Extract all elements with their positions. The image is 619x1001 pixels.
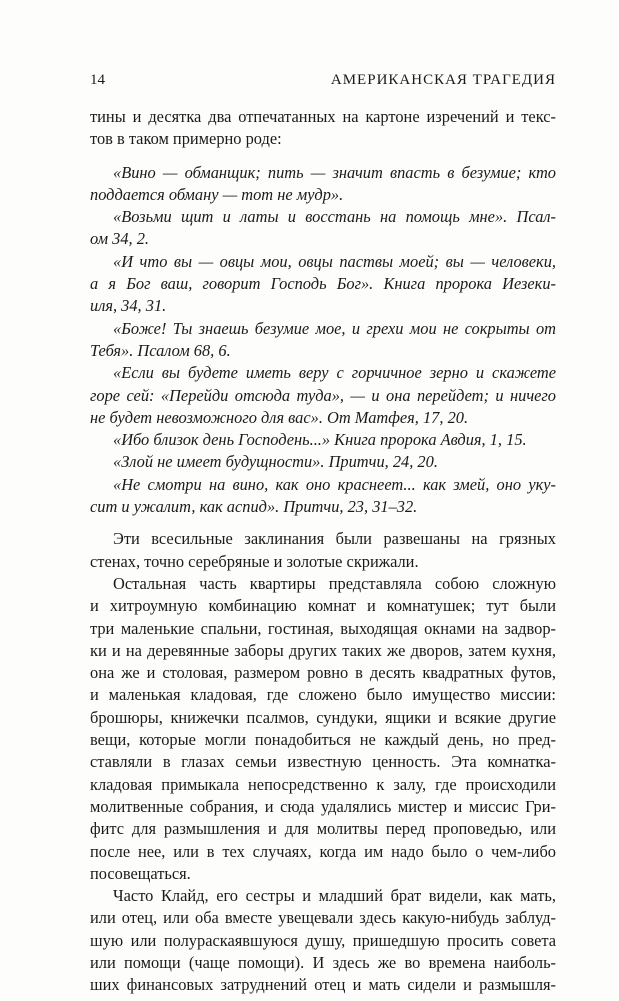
quote-block <box>90 162 556 519</box>
text-line: и маленькая кладовая, где сложено было имущество миссии: <box>90 685 556 705</box>
text-line: три маленькие спальни, гостиная, выходящая окнами на задвор- <box>90 618 556 638</box>
quote-line: ом 34, 2. <box>90 229 150 249</box>
quote-line: «Не смотри на вино, как оно краснеет... как змей, оно уку- <box>113 474 556 494</box>
text-line: и хитроумную комбинацию комнат и комнатушек; тут были <box>90 596 556 616</box>
running-header <box>90 72 556 89</box>
text-line: посовещаться. <box>90 863 191 883</box>
text-line: кладовая примыкала непосредственно к залу, где происходили <box>90 774 556 794</box>
text-line: брошюры, книжечки псалмов, сундуки, ящики и всякие другие <box>90 707 556 727</box>
text-line: Эти всесильные заклинания были развешаны на грязных <box>113 529 556 549</box>
quote-line: «Если вы будете иметь веру с горчичное зерно и скажете <box>113 363 556 383</box>
quote-line: иля, 34, 31. <box>90 296 167 316</box>
text-line: или отец, или оба вместе увещевали здесь какую-нибудь заблуд- <box>90 908 556 928</box>
quote-line: сит и ужалит, как аспид». Притчи, 23, 31–32. <box>90 497 418 517</box>
quote-line: «Вино — обманщик; пить — значит впасть в безумие; кто <box>113 162 556 182</box>
text-line: стенах, точно серебряные и золотые скрижали. <box>90 551 419 571</box>
quote-line: Тебя». Псалом 68, 6. <box>90 340 231 360</box>
text-line: ших финансовых затруднений отец и мать сидели и размышля- <box>90 975 556 995</box>
text-line: ки и на деревянные заборы других таких же дворов, затем кухня, <box>90 640 556 660</box>
text-line: фитс для размышления и для молитвы перед проповедью, или <box>90 819 556 839</box>
quote-line: «Ибо близок день Господень...» Книга пророка Авдия, 1, 15. <box>113 430 527 450</box>
text-line: Часто Клайд, его сестры и младший брат видели, как мать, <box>113 886 556 906</box>
quote-line: поддается обману — тот не мудр». <box>90 184 344 204</box>
text-line: тов в таком примерно роде: <box>90 129 282 149</box>
text-line: тины и десятка два отпечатанных на картоне изречений и текс- <box>90 107 556 126</box>
page-number: 14 <box>90 72 105 88</box>
quote-line: «Возьми щит и латы и восстань на помощь мне». Псал- <box>113 207 556 227</box>
quote-line: «Боже! Ты знаешь безумие мое, и грехи мои не сокрыты от <box>113 318 556 338</box>
page-text <box>90 106 556 997</box>
quote-line: горе сей: «Перейди отсюда туда», — и она перейдет; и ничего <box>90 385 556 405</box>
text-line: после нее, или в тех случаях, когда им надо было о чем-либо <box>90 841 556 861</box>
quote-line: не будет невозможного для вас». От Матфея, 17, 20. <box>90 407 469 427</box>
text-line: шую или полураскаявшуюся душу, пришедшую просить совета <box>90 930 556 950</box>
text-line: она же и столовая, размером ровно в десять квадратных футов, <box>90 663 556 683</box>
text-line: молитвенные собрания, и сюда удалялись мистер и миссис Гри- <box>90 796 556 816</box>
quote-line: а я Бог ваш, говорит Господь Бог». Книга пророка Иезеки- <box>90 274 556 294</box>
text-line: ставляли в глазах семьи известную ценность. Эта комнатка- <box>90 752 556 772</box>
quote-line: «И что вы — овцы мои, овцы паствы моей; вы — человеки, <box>113 251 556 271</box>
text-line: или помощи (чаще помощи). И здесь же во времена наиболь- <box>90 952 556 972</box>
running-title: АМЕРИКАНСКАЯ ТРАГЕДИЯ <box>330 72 556 88</box>
text-line: Остальная часть квартиры представляла собою сложную <box>113 573 556 593</box>
text-line: вещи, которые могли понадобиться не каждый день, но пред- <box>90 730 556 750</box>
quote-line: «Злой не имеет будущности». Притчи, 24, 20. <box>113 452 438 472</box>
